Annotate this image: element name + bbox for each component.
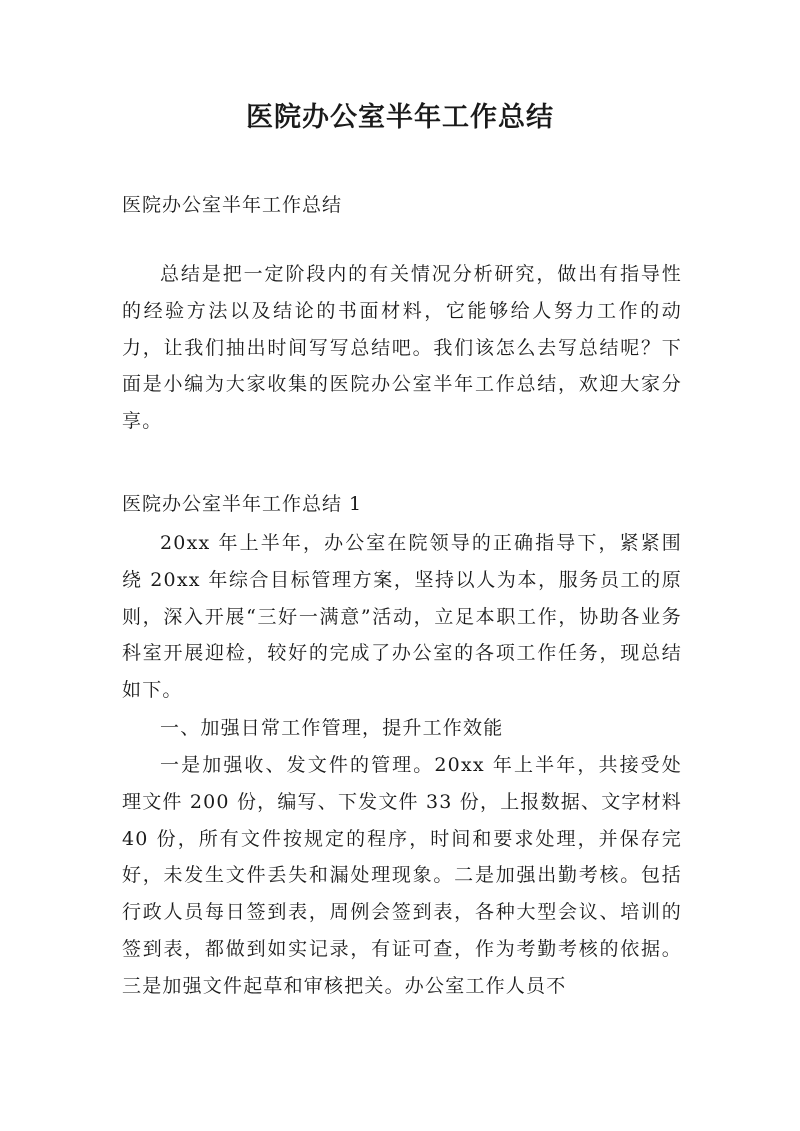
section-heading: 医院办公室半年工作总结 1 (122, 493, 363, 515)
section-paragraph-2: 一是加强收、发文件的管理。20xx 年上半年，共接受处理文件 200 份，编写、下发文件 33 份，上报数据、文字材料 40 份，所有文件按规定的程序，时间和要求处理，并保存完好，未发生文件丢失和漏处理现象。二是加强出勤考核。包括行政人员每日签到表，周例会签到表，各种大型会议、培训的签到表，都做到如实记录，有证可查，作为考勤考核的依据。三是加强文件起草和审核把关。办公室工作人员不 (122, 754, 683, 997)
intro-paragraph: 总结是把一定阶段内的有关情况分析研究，做出有指导性的经验方法以及结论的书面材料，它能够给人努力工作的动力，让我们抽出时间写写总结吧。我们该怎么去写总结呢？下面是小编为大家收集的医院办公室半年工作总结，欢迎大家分享。 (122, 263, 682, 433)
section-paragraph-1: 20xx 年上半年，办公室在院领导的正确指导下，紧紧围绕 20xx 年综合目标管理方案，坚持以人为本，服务员工的原则，深入开展“三好一满意”活动，立足本职工作，协助各业务科室开展迎检，较好的完成了办公室的各项工作任务，现总结如下。 (122, 532, 682, 702)
document-subtitle: 医院办公室半年工作总结 (122, 194, 343, 216)
document-title: 医院办公室半年工作总结 (246, 102, 554, 133)
subsection-heading: 一、加强日常工作管理，提升工作效能 (160, 717, 504, 739)
